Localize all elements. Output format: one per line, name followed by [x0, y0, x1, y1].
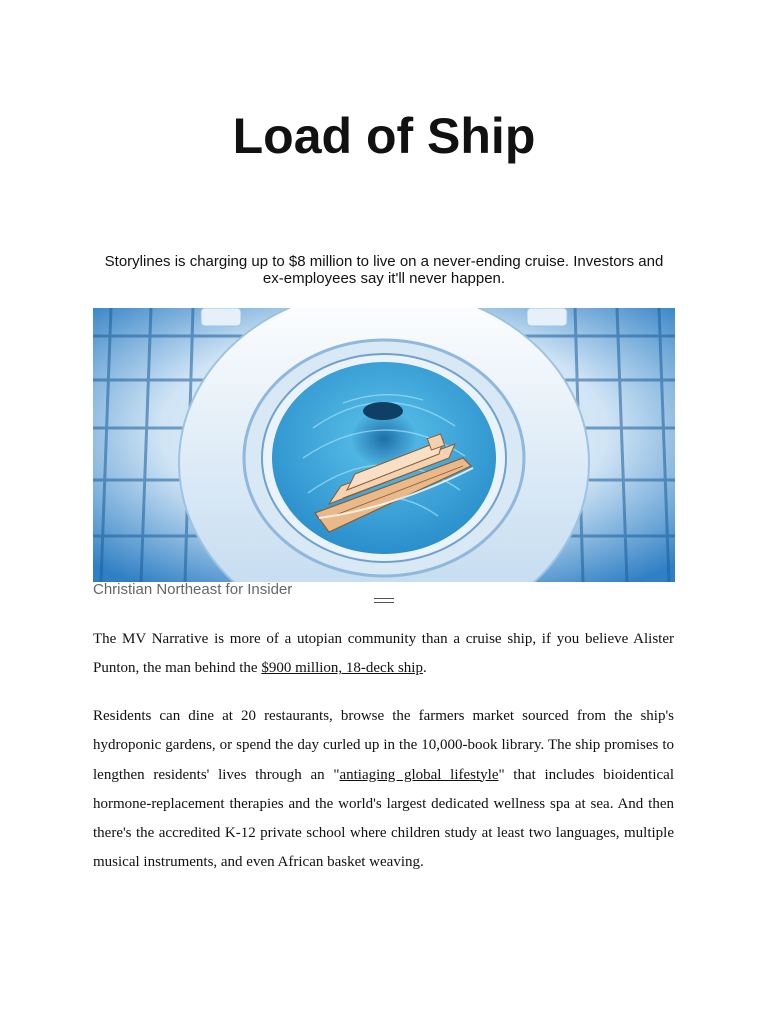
paragraph-text: The MV Narrative is more of a utopian community than a cruise ship, if you believe Alister Punton, the man behind the: [93, 631, 674, 677]
article-paragraph-1: [93, 625, 674, 684]
paragraph-text: " that includes bioidentical hormone-replacement therapies and the world's largest dedicated wellness spa at sea. And then there's the accredited K-12 private school where children study at least two languages, multiple musical instruments, and even African basket weaving.: [93, 766, 674, 871]
paragraph-text: .: [422, 660, 427, 677]
article-dek: Storylines is charging up to $8 million to live on a never-ending cruise. Investors and ex-employees say it'll never happen.: [104, 253, 664, 287]
article-paragraph-2: [93, 702, 674, 878]
page-title: Load of Ship: [232, 108, 536, 164]
hero-illustration: [93, 308, 675, 582]
paragraph-text: Residents can dine at 20 restaurants, browse the farmers market sourced from the ship's hydroponic gardens, or spend the day curled up in the 10,000-book library. The ship promises to lengthen residents' lives through an ": [93, 708, 674, 783]
antiaging-lifestyle-link[interactable]: antiaging global lifestyle: [339, 766, 499, 783]
ship-cost-link[interactable]: $900 million, 18-deck ship: [261, 660, 423, 677]
image-caption: Christian Northeast for Insider: [93, 581, 293, 598]
caption-divider: [374, 598, 394, 603]
